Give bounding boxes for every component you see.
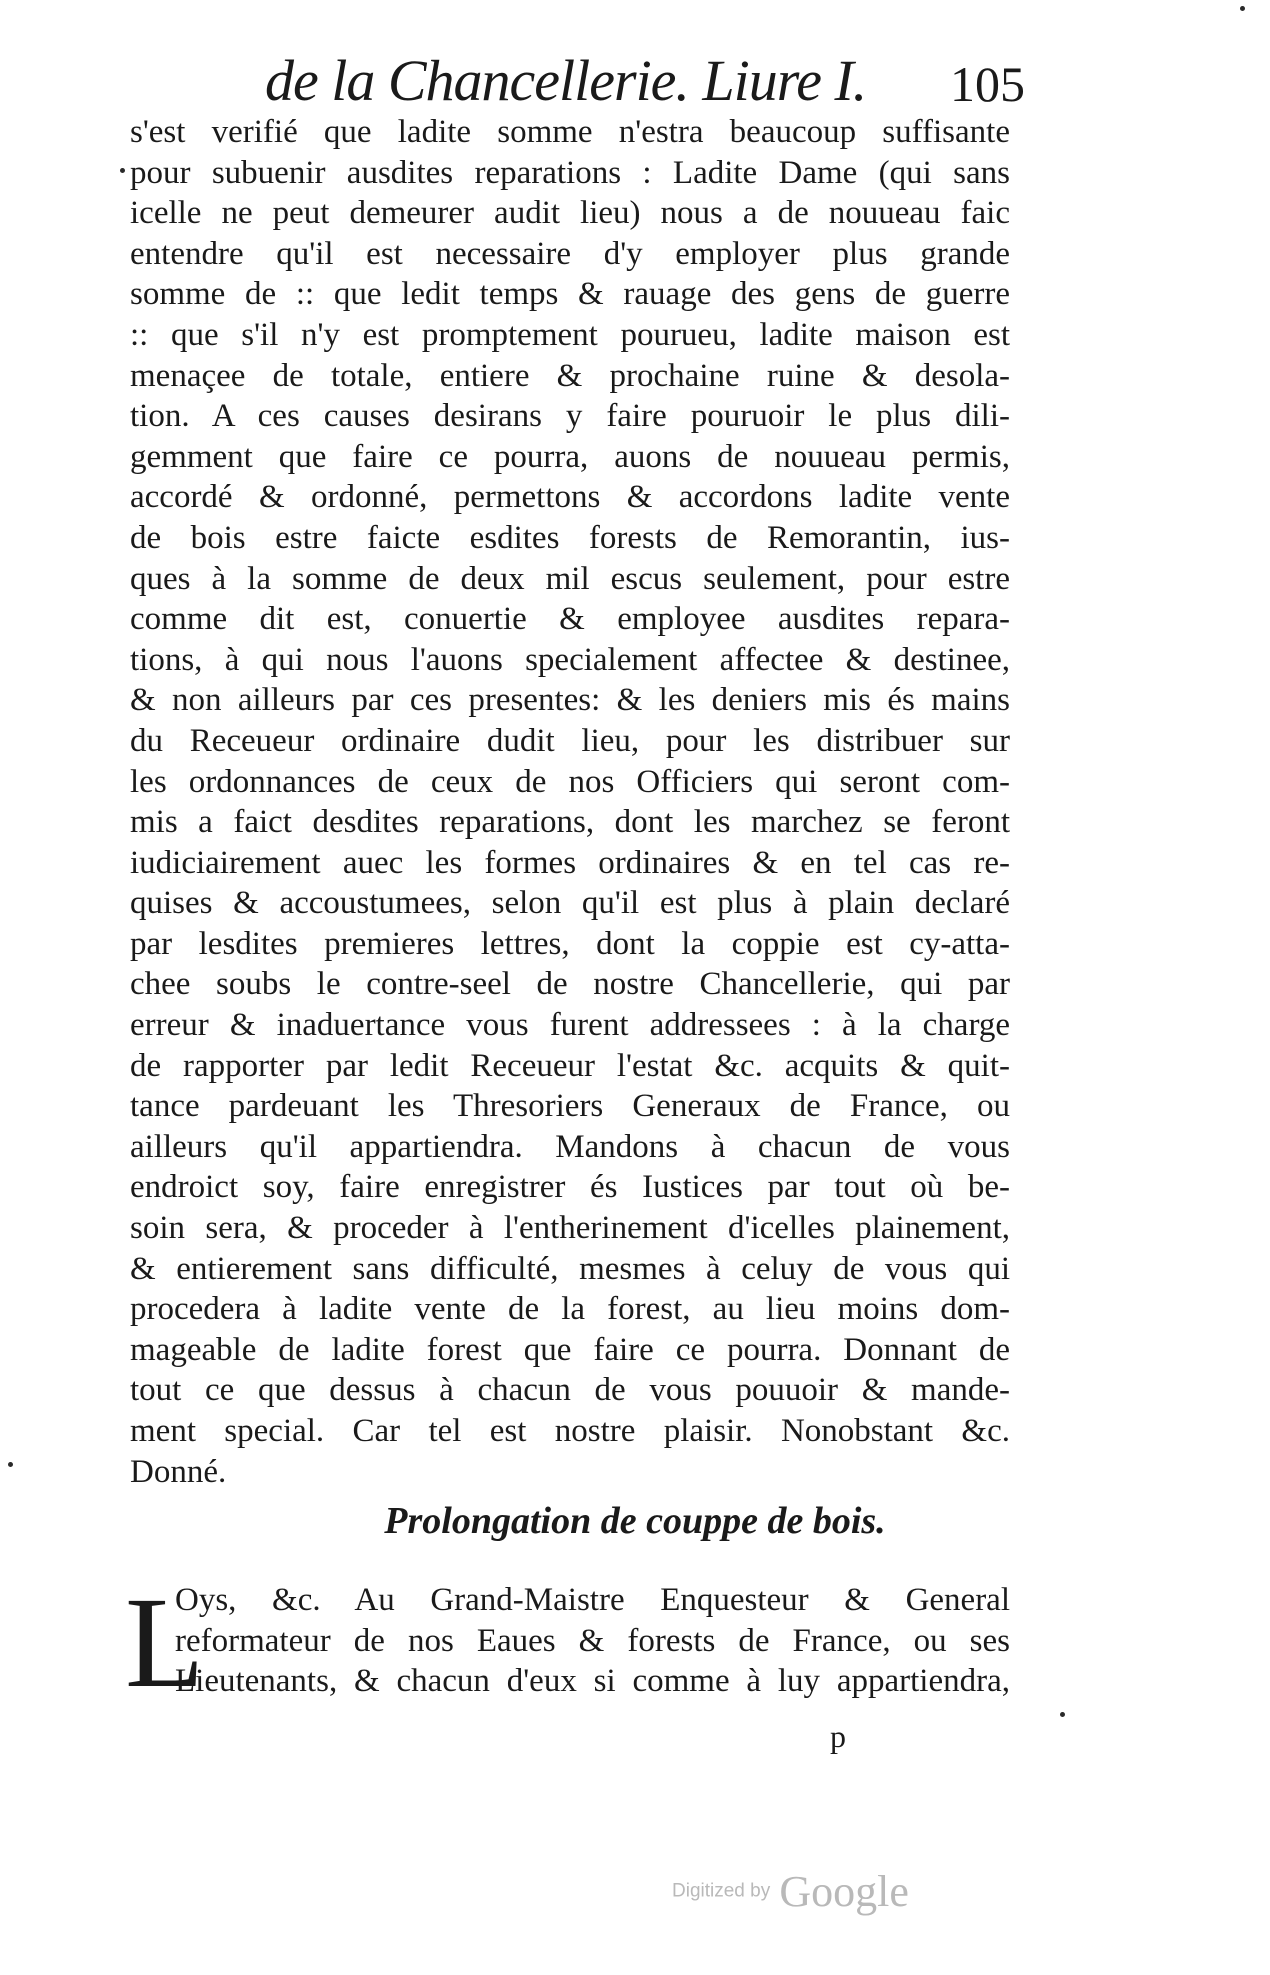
text-line: entendre qu'il est necessaire d'y employer plus grande bbox=[130, 235, 1010, 272]
body-text bbox=[130, 112, 1010, 1492]
text-line: iudiciairement auec les formes ordinaires & en tel cas re- bbox=[130, 844, 1010, 881]
text-line: par lesdites premieres lettres, dont la coppie est cy-atta- bbox=[130, 925, 1010, 962]
page-number: 105 bbox=[950, 56, 1025, 112]
text-line: pour subuenir ausdites reparations : Ladite Dame (qui sans bbox=[130, 154, 1010, 191]
ink-speck bbox=[1240, 6, 1245, 11]
text-line: chee soubs le contre-seel de nostre Chancellerie, qui par bbox=[130, 966, 1010, 1003]
letter-lines bbox=[145, 1580, 1010, 1702]
watermark-brand: Google bbox=[779, 1867, 909, 1916]
digitized-watermark bbox=[672, 1866, 909, 1916]
watermark-prefix: Digitized by bbox=[672, 1880, 771, 1902]
text-line: comme dit est, conuertie & employee ausdites repara- bbox=[130, 601, 1010, 638]
text-line: de bois estre faicte esdites forests de Remorantin, ius- bbox=[130, 519, 1010, 556]
text-line: :: que s'il n'y est promptement pourueu, ladite maison est bbox=[130, 316, 1010, 353]
text-line: ques à la somme de deux mil escus seulement, pour estre bbox=[130, 560, 1010, 597]
section-heading: Prolongation de couppe de bois. bbox=[384, 1500, 886, 1542]
text-line: soin sera, & proceder à l'entherinement d'icelles plainement, bbox=[130, 1210, 1010, 1247]
running-head bbox=[265, 46, 1025, 116]
ink-speck bbox=[120, 168, 125, 173]
text-line: ailleurs qu'il appartiendra. Mandons à chacun de vous bbox=[130, 1128, 1010, 1165]
text-line: Donné. bbox=[130, 1453, 227, 1490]
text-line: reformateur de nos Eaues & forests de France, ou ses bbox=[175, 1622, 1010, 1659]
text-line: s'est verifié que ladite somme n'estra beaucoup suffisante bbox=[130, 114, 1010, 150]
text-line: & entierement sans difficulté, mesmes à celuy de vous qui bbox=[130, 1250, 1010, 1287]
text-line: les ordonnances de ceux de nos Officiers qui seront com- bbox=[130, 763, 1010, 800]
text-line: icelle ne peut demeurer audit lieu) nous a de nouueau faic bbox=[130, 195, 1010, 232]
ink-speck bbox=[8, 1462, 13, 1467]
text-line: mis a faict desdites reparations, dont les marchez se feront bbox=[130, 804, 1010, 841]
ink-speck bbox=[1060, 1712, 1065, 1717]
text-line: tout ce que dessus à chacun de vous pouuoir & mande- bbox=[130, 1372, 1010, 1409]
running-title: de la Chancellerie. Liure I. bbox=[265, 48, 867, 113]
text-line: quises & accoustumees, selon qu'il est plus à plain declaré bbox=[130, 885, 1010, 922]
text-line: mageable de ladite forest que faire ce pourra. Donnant de bbox=[130, 1331, 1010, 1368]
text-line: erreur & inaduertance vous furent addressees : à la charge bbox=[130, 1007, 1010, 1044]
text-line: tion. A ces causes desirans y faire pouruoir le plus dili- bbox=[130, 398, 1010, 435]
text-line: Oys, &c. Au Grand-Maistre Enquesteur & General bbox=[175, 1582, 1010, 1618]
text-line: gemment que faire ce pourra, auons de nouueau permis, bbox=[130, 438, 1010, 475]
text-line: & non ailleurs par ces presentes: & les deniers mis és mains bbox=[130, 682, 1010, 719]
text-line: tance pardeuant les Thresoriers Generaux de France, ou bbox=[130, 1088, 1010, 1125]
text-line: accordé & ordonné, permettons & accordons ladite vente bbox=[130, 479, 1010, 516]
catchword: p bbox=[830, 1718, 846, 1754]
text-line: somme de :: que ledit temps & rauage des gens de guerre bbox=[130, 276, 1010, 313]
text-line: menaçee de totale, entiere & prochaine ruine & desola- bbox=[130, 357, 1010, 394]
text-line: procedera à ladite vente de la forest, au lieu moins dom- bbox=[130, 1291, 1010, 1328]
text-line: ment special. Car tel est nostre plaisir. Nonobstant &c. bbox=[130, 1413, 1010, 1449]
text-line: du Receueur ordinaire dudit lieu, pour les distribuer sur bbox=[130, 722, 1010, 759]
text-line: endroict soy, faire enregistrer és Iustices par tout où be- bbox=[130, 1169, 1010, 1206]
text-line: tions, à qui nous l'auons specialement affectee & destinee, bbox=[130, 641, 1010, 678]
drop-cap: L bbox=[125, 1571, 205, 1715]
text-line: Lieutenants, & chacun d'eux si comme à luy appartiendra, bbox=[175, 1663, 1010, 1700]
text-line: de rapporter par ledit Receueur l'estat &c. acquits & quit- bbox=[130, 1047, 1010, 1084]
